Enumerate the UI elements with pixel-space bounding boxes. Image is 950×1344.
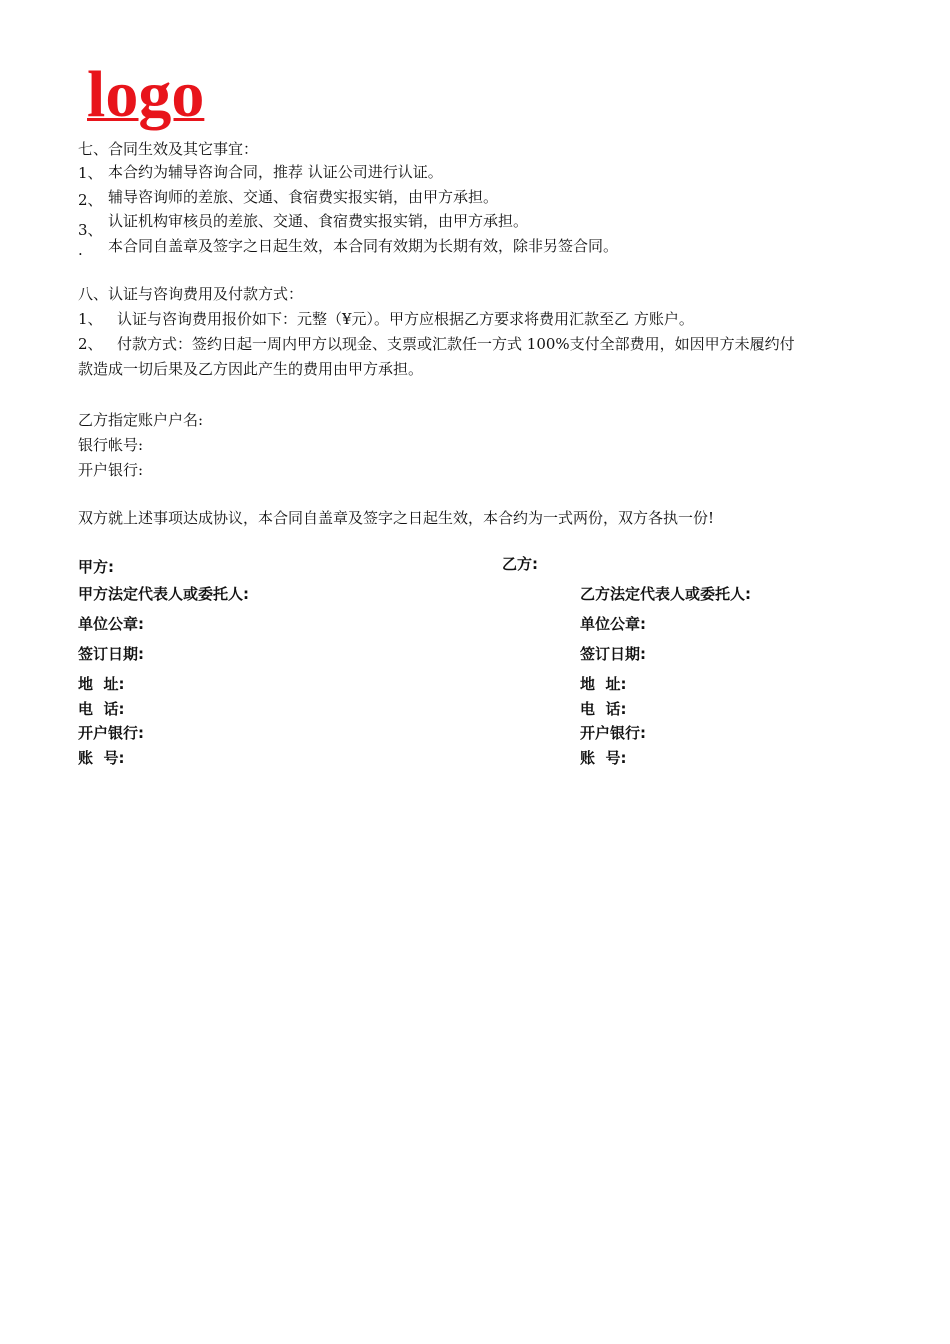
company-logo: logo — [87, 58, 205, 131]
party-a-representative-label: 甲方法定代表人或委托人: — [78, 585, 249, 603]
party-b-label: 乙方: — [502, 555, 538, 573]
section-7-item-1-number: 1、 — [78, 164, 103, 182]
party-a-account-label: 账 号: — [78, 749, 125, 767]
section-8-item-1-number: 1、 — [78, 310, 103, 328]
section-7-item-3-number: 3、 — [78, 221, 103, 239]
section-7-item-1-text: 本合约为辅导咨询合同，推荐 认证公司进行认证。 — [108, 163, 443, 181]
section-7-item-4-text: 本合同自盖章及签字之日起生效，本合同有效期为长期有效，除非另签合同。 — [108, 237, 619, 255]
party-b-seal-label: 单位公章: — [580, 615, 646, 633]
account-name-label: 乙方指定账户户名: — [78, 411, 204, 429]
section-7-heading: 七、合同生效及其它事宜： — [78, 140, 259, 158]
bank-account-number-label: 银行帐号: — [78, 436, 144, 454]
section-7-item-4-number: . — [78, 241, 83, 259]
party-b-account-label: 账 号: — [580, 749, 627, 767]
opening-bank-label: 开户银行: — [78, 461, 144, 479]
party-b-representative-label: 乙方法定代表人或委托人: — [580, 585, 751, 603]
section-8-item-2-text-line-1: 付款方式：签约日起一周内甲方以现金、支票或汇款任一方式 100%支付全部费用，如因甲方未履约付 — [117, 335, 795, 353]
party-a-label: 甲方: — [78, 558, 114, 576]
party-a-date-label: 签订日期: — [78, 645, 144, 663]
section-8-item-2-text-line-2: 款造成一切后果及乙方因此产生的费用由甲方承担。 — [78, 360, 424, 378]
agreement-statement: 双方就上述事项达成协议，本合同自盖章及签字之日起生效，本合约为一式两份，双方各执一份! — [78, 509, 715, 527]
party-a-address-label: 地 址: — [78, 675, 125, 693]
section-8-item-2-number: 2、 — [78, 335, 103, 353]
party-a-phone-label: 电 话: — [78, 700, 125, 718]
section-7-item-2-text: 辅导咨询师的差旅、交通、食宿费实报实销，由甲方承担。 — [108, 188, 499, 206]
party-b-date-label: 签订日期: — [580, 645, 646, 663]
section-7-item-2-number: 2、 — [78, 191, 103, 209]
party-a-bank-label: 开户银行: — [78, 724, 144, 742]
party-b-address-label: 地 址: — [580, 675, 627, 693]
party-b-phone-label: 电 话: — [580, 700, 627, 718]
party-a-seal-label: 单位公章: — [78, 615, 144, 633]
section-8-heading: 八、认证与咨询费用及付款方式： — [78, 285, 304, 303]
section-7-item-3-text: 认证机构审核员的差旅、交通、食宿费实报实销，由甲方承担。 — [108, 212, 529, 230]
party-b-bank-label: 开户银行: — [580, 724, 646, 742]
section-8-item-1-text: 认证与咨询费用报价如下：元整（¥元）。甲方应根据乙方要求将费用汇款至乙 方账户。 — [117, 310, 694, 328]
